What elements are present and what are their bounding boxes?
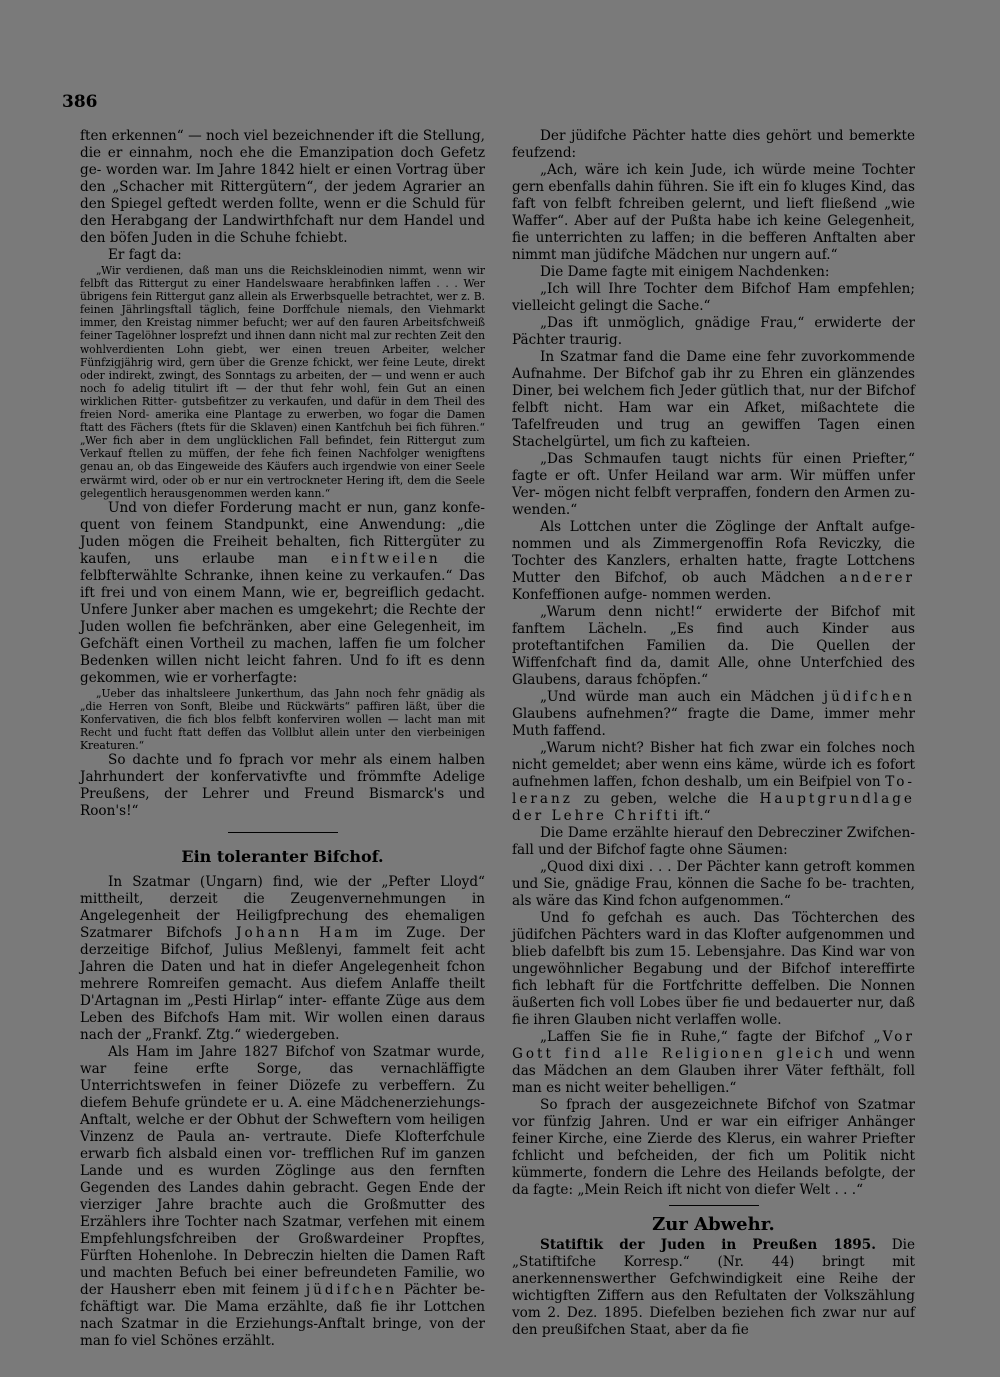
section-divider: [669, 1205, 759, 1206]
text-run: Als Lottchen unter die Zöglinge der Anftalt aufge- nommen und als Zimmergenoffin Rofa Reviczky, die Tochter des Kanzlers, erhalten hatte, fragte Lottchens Mutter den Bifchof, ob auch Mädchen: [512, 519, 915, 586]
body-paragraph: Er fagt da:: [108, 247, 182, 263]
emphasis-spaced: To- leranz: [512, 774, 916, 807]
text-run: ift.“: [684, 808, 711, 824]
body-paragraph: [512, 1237, 915, 1339]
body-paragraph: „Ach, wäre ich kein Jude, ich würde meine Tochter gern ebenfalls dahin führen. Sie ift ein fo kluges Kind, das faft von felbft fchreiben gelernt, und lieft fließend „wie Waffer“. Aber auf der Pußta habe ich keine Gelegenheit, fie unterrichten zu laffen; in die befferen Anftalten aber nimmt man jüdifche Mädchen nur ungern auf.“: [512, 162, 915, 263]
page-number: 386: [62, 92, 98, 112]
article-heading: Ein toleranter Bifchof.: [181, 847, 384, 867]
emphasis-spaced: jüdifchen: [305, 1282, 398, 1299]
text-run: Die „Statiftifche Korresp.“ (Nr. 44) bringt mit anerkennenswerther Gefchwindigkeit eine Reihe der wichtigften Ziffern aus den Refultaten der Volkszählung vom 2. Dez. 1895. Diefelben beziehen fich zwar nur auf den preußifchen Staat, aber da fie: [512, 1237, 916, 1338]
block-quote: „Ueber das inhaltsleere Junkerthum, das Jahn noch fehr gnädig als „die Herren von Sonft, Bleibe und Rückwärts“ paffiren läßt, über die Konfervativen, die fich blos felbft konferviren wollen — lacht man mit Recht und fucht ftatt deffen das Vollblut allein unter den vierbeinigen Kreaturen.“: [80, 686, 485, 753]
text-run: Pächter be- fchäftigt war. Die Mama erzählte, daß fie ihr Lottchen nach Szatmar in die Erziehungs-Anftalt bringe, von der man fo viel Schönes erzählt.: [80, 1282, 485, 1350]
text-run: „Und würde man auch ein Mädchen: [540, 689, 815, 705]
body-paragraph: [80, 1044, 485, 1350]
body-paragraph: So fprach der ausgezeichnete Bifchof von Szatmar vor fünfzig Jahren. Und er war ein eifriger Anhänger feiner Kirche, eine Zierde des Klerus, ein wahrer Priefter fchlicht und befcheiden, der fich um Politik nicht kümmerte, fondern die Lehre des Heilands befolgte, der da fagte: „Mein Reich ift nicht von diefer Welt . . .“: [512, 1097, 915, 1198]
text-run: Glaubens aufnehmen?“ fragte die Dame, immer mehr Muth faffend.: [512, 706, 915, 739]
body-paragraph: ften erkennen“ — noch viel bezeichnender ift die Stellung, die er einnahm, noch ehe die Emanzipation doch Gefetz ge- worden war. Im Jahre 1842 hielt er einen Vortrag über den „Schacher mit Rittergütern“, der jedem Agrarier an den Spiegel geftedt werden follte, wenn er die Schuld für den Herabgang der Landwirthfchaft nur dem Handel und den böfen Juden in die Schuhe fchiebt.: [80, 128, 485, 246]
body-paragraph: So dachte und fo fprach vor mehr als einem halben Jahrhundert der konfervativfte und frömmfte Adelige Preußens, der Lehrer und Freund Bismarck's und Roon's!“: [80, 752, 485, 820]
body-paragraph: Die Dame fagte mit einigem Nachdenken:: [540, 264, 830, 280]
body-paragraph: Die Dame erzählte hierauf den Debrecziner Zwifchen- fall und der Bifchof fagte ohne Säumen:: [512, 825, 915, 858]
emphasis-spaced: Johann Ham: [236, 925, 361, 942]
emphasis-spaced: jüdifchen: [823, 689, 916, 705]
text-run: Konfeffionen aufge- nommen werden.: [512, 587, 772, 603]
subheading-inline: Statiftik der Juden in Preußen 1895.: [540, 1237, 876, 1253]
text-run: „Warum nicht? Bisher hat fich zwar ein folches noch nicht gemeldet; aber wenn eins käme, würde ich es fofort aufnehmen laffen, fchon deshalb, um ein Beifpiel von: [512, 740, 915, 790]
body-paragraph: „Das Schmaufen taugt nichts für einen Priefter,“ fagte er oft. Unfer Heiland war arm. Wir müffen unfer Ver- mögen nicht felbft verpraffen, fondern den Armen zu- wenden.“: [512, 451, 915, 518]
body-paragraph: [512, 1029, 915, 1097]
text-run: die felbfterwählte Schranke, ihnen keine zu verkaufen.“ Das ift frei und von einem Mann, wie er, begreiflich gedacht. Unfere Junker aber machen es umgekehrt; die Rechte der Juden wollen fie befchränken, aber eine Gelegenheit, im Gefchäft einen Vortheil zu machen, laffen fie um folcher Bedenken willen nicht leicht fahren. Und fo ift es denn gekommen, wie er vorherfagte:: [80, 550, 485, 686]
body-paragraph: „Das ift unmöglich, gnädige Frau,“ erwiderte der Pächter traurig.: [512, 315, 915, 348]
text-run: In Szatmar (Ungarn) find, wie der „Pefter Lloyd“ mittheilt, derzeit die Zeugenvernehmungen in Angelegenheit der Heiligfprechung des ehemaligen Szatmarer Bifchofs: [80, 874, 485, 942]
body-paragraph: Der jüdifche Pächter hatte dies gehört und bemerkte feufzend:: [512, 128, 915, 161]
text-run: Und von diefer Forderung macht er nun, ganz konfe- quent von feinem Standpunkt, eine Anwendung: „die Juden mögen die Freiheit behalten, fich Rittergüter zu kaufen, uns erlaube man: [80, 499, 485, 567]
text-run: zu geben, welche die: [583, 791, 749, 807]
body-paragraph: „Ich will Ihre Tochter dem Bifchof Ham empfehlen; vielleicht gelingt die Sache.“: [512, 281, 915, 314]
left-column: [80, 128, 485, 1350]
body-paragraph: [512, 740, 915, 825]
text-run: und wenn das Mädchen an dem Glauben ihrer Väter fefthält, foll man es nicht weiter behelligen.“: [512, 1046, 915, 1096]
text-run: Als Ham im Jahre 1827 Bifchof von Szatmar wurde, war feine erfte Sorge, das vernachläffigte Unterrichtswefen in feiner Diözefe zu verbeffern. Zu diefem Behufe gründete er u. A. eine Mädchenerziehungs-Anftalt, welche er der Obhut der Schweftern vom heiligen Vinzenz de Paula an- vertraute. Diefe Klofterfchule erwarb fich alsbald einen vor- trefflichen Ruf im ganzen Lande und es wurden Zöglinge aus den fernften Gegenden des Landes dahin gebracht. Gegen Ende der vierziger Jahre brachte auch die Großmutter des Erzählers ihre Tochter nach Szatmar, verfehen mit einem Empfehlungsfchreiben der Großwardeiner Propftes, Fürften Hohenlohe. In Debreczin hielten die Damen Raft und machten Befuch bei einer befreundeten Familie, wo der Hausherr eben mit feinem: [80, 1044, 485, 1299]
emphasis-spaced: Hauptgrundlage der Lehre Chrifti: [512, 791, 915, 824]
emphasis-spaced: anderer: [839, 570, 915, 586]
body-paragraph: [512, 689, 915, 740]
body-paragraph: [80, 874, 485, 1044]
block-quote: „Wir verdienen, daß man uns die Reichskleinodien nimmt, wenn wir felbft das Rittergut zu einer Handelswaare herabfinken laffen . . . Wer übrigens fein Rittergut ganz allein als Erwerbsquelle betrachtet, wer z. B. feinen Jährlingsftall täglich, feine Dorffchule niemals, den Viehmarkt immer, den Kreistag nimmer befucht; wer auf den fauren Arbeitsfchweiß feiner Tagelöhner losprefzt und ihnen dann nicht mal zur rechten Zeit den wohlverdienten Lohn giebt, wer einen treuen Arbeiter, welcher Fünfzigjährig wird, gern über die Grenze fchickt, wer feine Leute, direkt oder indirekt, zwingt, des Sonntags zu arbeiten, der — und wenn er auch noch fo adelig titulirt ift — der thut fehr wohl, fein Gut an einen wirklichen Ritter- gutsbefitzer zu verkaufen, und dafür in dem Theil des freien Nord- amerika eine Plantage zu erwerben, wo fogar die Damen ftatt des Fächers (ftets für die Sklaven) einen Kantfchuh bei fich führen.“ „Wer fich aber in dem unglücklichen Fall befindet, fein Rittergut zum Verkauf ftellen zu müffen, der fehe fich feinen Nachfolger wenigftens genau an, ob das Eingeweide des Käufers auch irgendwie von einer Seele erwärmt wird, oder ob er nur ein vertrockneter Hering ift, dem die Seele gelegentlich herausgenommen werden kann.“: [80, 264, 485, 500]
emphasis-spaced: „Vor Gott find alle Religionen gleich: [512, 1029, 915, 1062]
body-paragraph: „Quod dixi dixi . . . Der Pächter kann getroft kommen und Sie, gnädige Frau, können die Sache fo be- trachten, als wäre das Kind fchon aufgenommen.“: [512, 859, 915, 909]
text-run: „Laffen Sie fie in Ruhe,“ fagte der Bifchof: [540, 1029, 864, 1045]
section-divider: [228, 832, 338, 833]
body-paragraph: In Szatmar fand die Dame eine fehr zuvorkommende Aufnahme. Der Bifchof gab ihr zu Ehren ein glänzendes Diner, bei welchem fich Jeder gütlich that, nur der Bifchof felbft nicht. Ham war ein Afket, mißachtete die Tafelfreuden und trug an gewiffen Tagen einen Stachelgürtel, um fich zu kafteien.: [512, 349, 915, 450]
emphasis-spaced: einftweilen: [330, 550, 441, 567]
body-paragraph: „Warum denn nicht!“ erwiderte der Bifchof mit fanftem Lächeln. „Es find auch Kinder aus proteftantifchen Familien da. Die Quellen der Wiffenfchaft find da, damit Alle, ohne Unterfchied des Glaubens, daraus fchöpfen.“: [512, 604, 915, 688]
body-paragraph: Und fo gefchah es auch. Das Töchterchen des jüdifchen Pächters ward in das Klofter aufgenommen und blieb dafelbft bis zum 15. Lebensjahre. Das Kind war von ungewöhnlicher Begabung und der Bifchof intereffirte fich lebhaft für die Fortfchritte deffelben. Die Nonnen äußerten fich voll Lobes über fie und bedauerter nur, daß fie ihren Glauben nicht verlaffen wolle.: [512, 910, 915, 1028]
body-paragraph: [512, 519, 915, 604]
body-paragraph: [80, 500, 485, 687]
section-heading: Zur Abwehr.: [652, 1214, 775, 1235]
text-run: im Zuge. Der derzeitige Bifchof, Julius Meßlenyi, fammelt feit acht Jahren die Daten und hat in diefer Angelegenheit fchon mehrere Romreifen gemacht. Aus diefem Anlaffe theilt D'Artagnan im „Pesti Hirlap“ inter- effante Züge aus dem Leben des Bifchofs Ham mit. Wir wollen einen daraus nach der „Frankf. Ztg.“ wiedergeben.: [80, 925, 486, 1044]
right-column: [512, 128, 915, 1339]
